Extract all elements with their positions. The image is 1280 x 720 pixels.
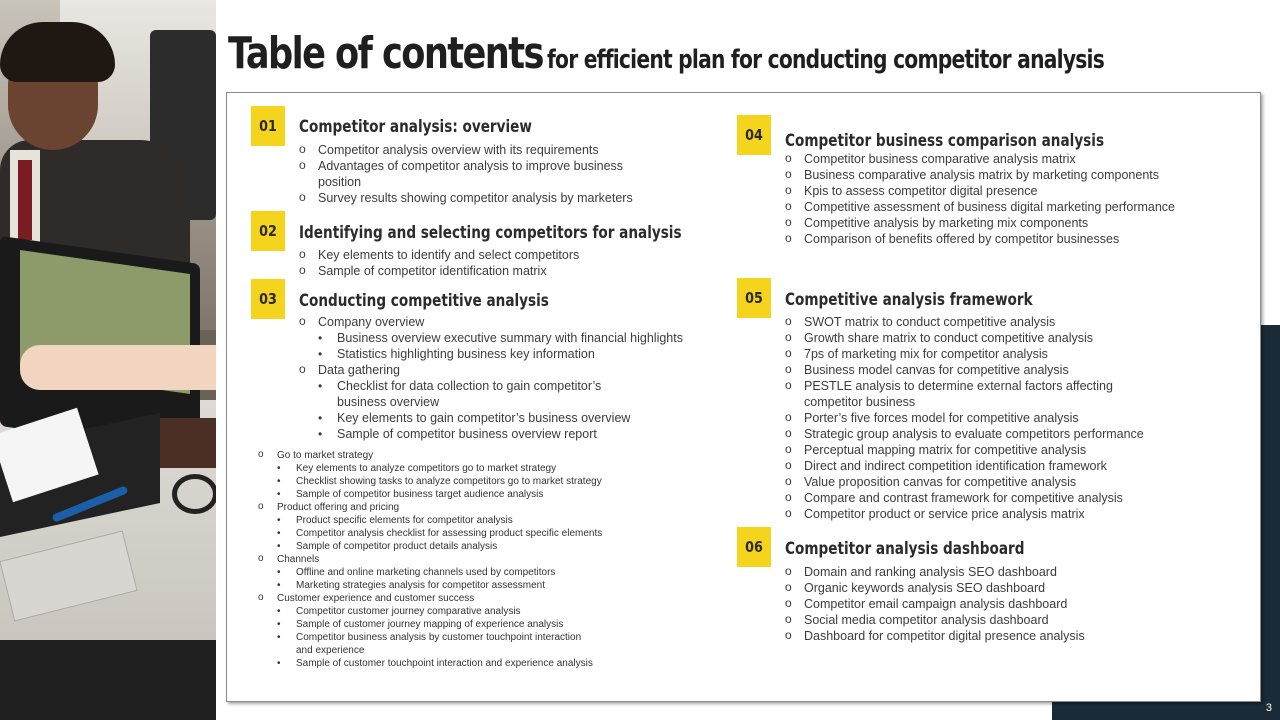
photo-hair [0, 22, 115, 82]
sub-item: • Sample of customer journey mapping of experience analysis [277, 618, 602, 631]
sub-item: • Competitor analysis checklist for assessing product specific elements [277, 527, 602, 540]
list-item: o SWOT matrix to conduct competitive analysis [785, 314, 1205, 330]
list-item [299, 314, 719, 362]
list-item: o 7ps of marketing mix for competitor analysis [785, 346, 1205, 362]
list-item: o Dashboard for competitor digital presence analysis [785, 628, 1085, 644]
sub-item: • Key elements to analyze competitors go to market strategy [277, 462, 602, 475]
sub-item: • Sample of customer touchpoint interaction and experience analysis [277, 657, 602, 670]
sub-item: • Competitor customer journey comparative analysis [277, 605, 602, 618]
section-02-list [299, 247, 579, 279]
list-item [258, 553, 602, 592]
product-offering-label: Product offering and pricing [277, 502, 400, 513]
magnifier-icon [172, 474, 216, 514]
photo-tie [18, 160, 32, 240]
sub-item: • Statistics highlighting business key information [318, 346, 719, 362]
sub-item: • Sample of competitor business overview report [318, 426, 719, 442]
section-05-list [785, 314, 1205, 522]
sub-item: • Business overview executive summary with financial highlights [318, 330, 719, 346]
data-gathering-label: Data gathering [318, 363, 401, 377]
list-item: o Social media competitor analysis dashboard [785, 612, 1085, 628]
sub-item: • Sample of competitor product details analysis [277, 540, 602, 553]
list-item: o Sample of competitor identification matrix [299, 263, 579, 279]
section-01-list [299, 142, 679, 206]
channels-label: Channels [277, 554, 320, 565]
section-06-list [785, 564, 1085, 644]
section-06-number: 06 [737, 527, 771, 567]
company-overview-sublist [318, 330, 719, 362]
list-item: o Growth share matrix to conduct competitive analysis [785, 330, 1205, 346]
list-item: o PESTLE analysis to determine external factors affecting competitor business [785, 378, 1164, 410]
section-03-list [299, 314, 719, 442]
list-item: o Competitor business comparative analysis matrix [785, 151, 1175, 167]
list-item: o Advantages of competitor analysis to improve business position [299, 158, 648, 190]
sub-item: • Checklist for data collection to gain competitor’s business overview [318, 378, 627, 410]
sub-item: • Sample of competitor business target audience analysis [277, 488, 602, 501]
product-offering-sublist [277, 514, 602, 553]
section-02-title[interactable]: Identifying and selecting competitors for analysis [299, 223, 682, 243]
list-item: o Competitor product or service price analysis matrix [785, 506, 1205, 522]
sub-item: • Offline and online marketing channels used by competitors [277, 566, 602, 579]
list-item: o Domain and ranking analysis SEO dashboard [785, 564, 1085, 580]
list-item: o Strategic group analysis to evaluate competitors performance [785, 426, 1205, 442]
list-item: o Porter’s five forces model for competitive analysis [785, 410, 1205, 426]
data-gathering-sublist [318, 378, 719, 442]
list-item [258, 592, 602, 670]
list-item: o Comparison of benefits offered by competitor businesses [785, 231, 1175, 247]
sub-item: • Checklist showing tasks to analyze competitors go to market strategy [277, 475, 602, 488]
title-sub: for efficient plan for conducting competitor analysis [547, 45, 1105, 75]
list-item: o Business comparative analysis matrix by marketing components [785, 167, 1175, 183]
sub-item-continuation: and experience [296, 645, 365, 656]
list-item: o Value proposition canvas for competitive analysis [785, 474, 1205, 490]
section-04-number: 04 [737, 115, 771, 155]
contents-panel [226, 92, 1261, 702]
channels-sublist [277, 566, 602, 592]
list-item: o Key elements to identify and select competitors [299, 247, 579, 263]
section-05-title[interactable]: Competitive analysis framework [785, 290, 1033, 310]
sub-item: • Marketing strategies analysis for competitor assessment [277, 579, 602, 592]
photo-floor [0, 640, 216, 720]
list-item: o Perceptual mapping matrix for competitive analysis [785, 442, 1205, 458]
list-item: o Competitive assessment of business digital marketing performance [785, 199, 1175, 215]
list-item: o Competitor email campaign analysis dashboard [785, 596, 1085, 612]
section-04-title[interactable]: Competitor business comparison analysis [785, 131, 1105, 151]
go-to-market-label: Go to market strategy [277, 450, 374, 461]
office-photo [0, 0, 216, 720]
section-01-title[interactable]: Competitor analysis: overview [299, 117, 532, 137]
list-item: o Business model canvas for competitive analysis [785, 362, 1205, 378]
customer-experience-label: Customer experience and customer success [277, 593, 475, 604]
list-item: o Survey results showing competitor analysis by marketers [299, 190, 679, 206]
list-item: o Competitor analysis overview with its requirements [299, 142, 679, 158]
section-02-number: 02 [251, 211, 285, 251]
list-item [258, 501, 602, 553]
page-number: 3 [1265, 702, 1272, 714]
sub-item: • Key elements to gain competitor’s business overview [318, 410, 719, 426]
section-04-list [785, 151, 1175, 247]
photo-arm [20, 345, 216, 390]
list-item: o Competitive analysis by marketing mix components [785, 215, 1175, 231]
list-item: o Compare and contrast framework for competitive analysis [785, 490, 1205, 506]
section-03-title[interactable]: Conducting competitive analysis [299, 291, 549, 311]
sub-item: • Competitor business analysis by customer touchpoint interaction [277, 631, 602, 644]
section-01-number: 01 [251, 106, 285, 146]
section-03-number: 03 [251, 279, 285, 319]
page-title [228, 28, 1105, 79]
title-main: Table of contents [228, 28, 543, 79]
section-05-number: 05 [737, 278, 771, 318]
list-item: o Organic keywords analysis SEO dashboard [785, 580, 1085, 596]
photo-book [160, 418, 216, 468]
list-item [258, 449, 602, 501]
section-03-extra-list [258, 449, 602, 670]
section-06-title[interactable]: Competitor analysis dashboard [785, 539, 1025, 559]
list-item: o Kpis to assess competitor digital presence [785, 183, 1175, 199]
customer-experience-sublist [277, 605, 602, 670]
company-overview-label: Company overview [318, 315, 425, 329]
go-to-market-sublist [277, 462, 602, 501]
sub-item: • Product specific elements for competitor analysis [277, 514, 602, 527]
list-item: o Direct and indirect competition identification framework [785, 458, 1205, 474]
list-item [299, 362, 719, 442]
